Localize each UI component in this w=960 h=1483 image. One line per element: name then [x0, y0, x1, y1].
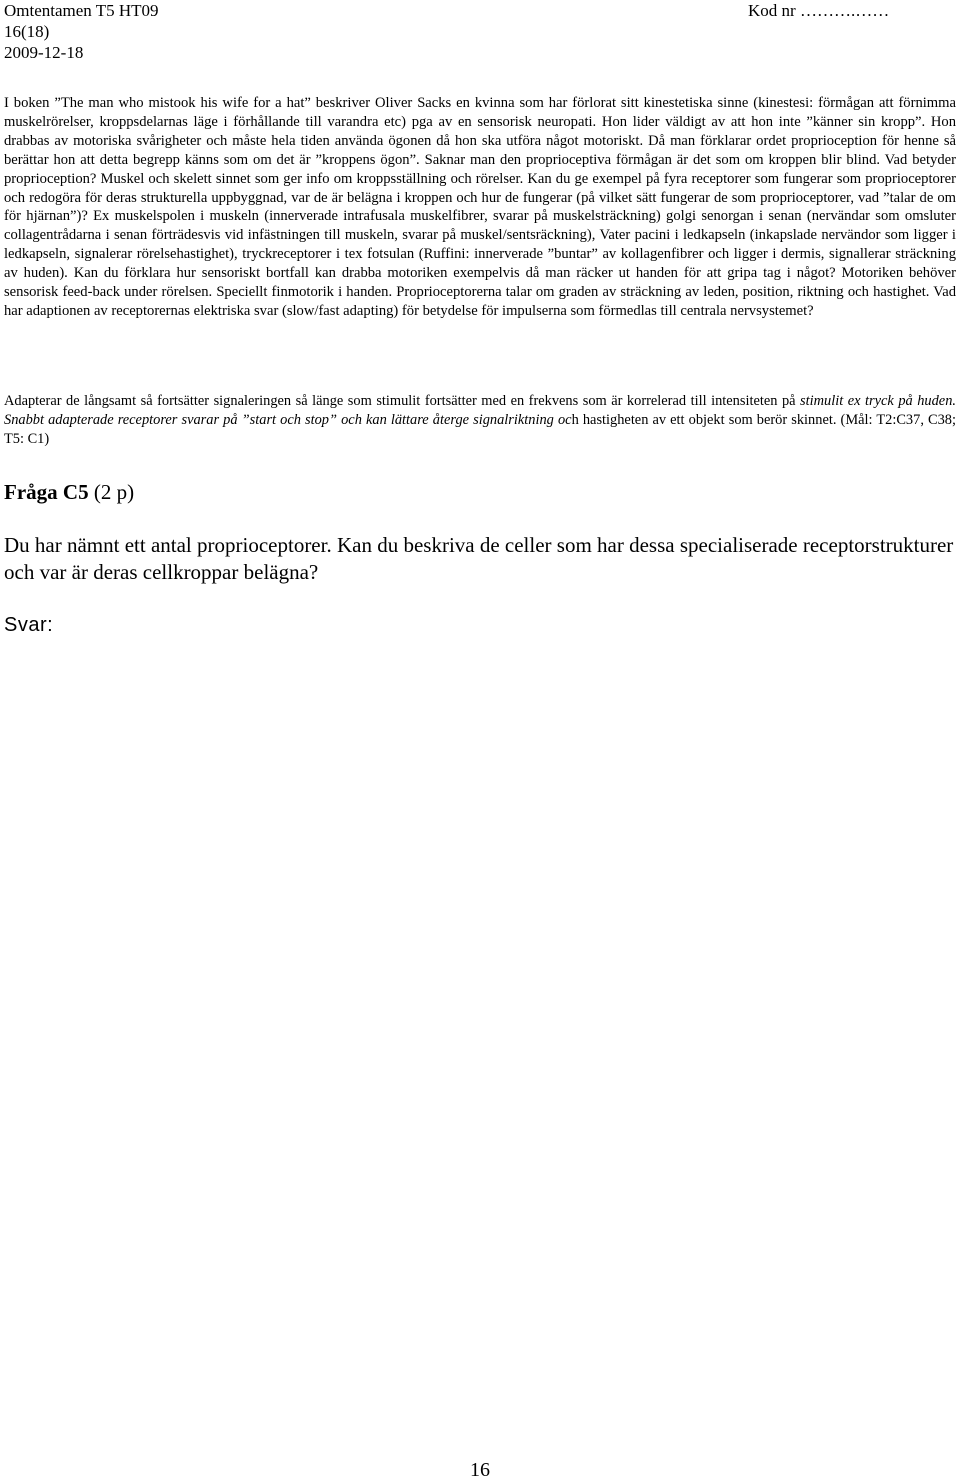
answer-paragraph-part1: Adapterar de långsamt så fortsätter signaleringen så länge som stimulit fortsätter med en frekvens som är korrelerad till intensiteten på	[4, 393, 801, 409]
answer-paragraph-part2: h hastigheten av ett objekt som berör skinnet. (Mål: T2:C37, C38; T5: C1)	[4, 412, 956, 447]
question-text: Du har nämnt ett antal proprioceptorer. Kan du beskriva de celler som har dessa specialiserade receptorstrukturer och var är deras cellkroppar belägna?	[4, 533, 954, 584]
answer-label: Svar:	[4, 614, 54, 636]
answer-paragraph-italic: stimulit ex tryck på huden. Snabbt adapterade receptorer svarar på ”start och stop” och kan lättare återge signalriktning oc	[4, 393, 956, 428]
header-left-block	[4, 0, 159, 63]
answer-paragraph	[4, 392, 956, 449]
question-points: (2 p)	[88, 480, 135, 504]
page-count: 16(18)	[4, 22, 50, 41]
question-label: Fråga C5	[4, 480, 89, 504]
course-title: Omtentamen T5 HT09	[4, 1, 159, 20]
exam-date: 2009-12-18	[4, 43, 84, 62]
question-heading	[4, 479, 134, 505]
context-paragraph: I boken ”The man who mistook his wife for a hat” beskriver Oliver Sacks en kvinna som har förlorat sitt kinestetiska sinne (kinestesi: förmågan att förnimma muskelrörelser, kroppsdelarnas läge i förhållande till varandra etc) pga av en sensorisk neuropati. Hon lider väldigt av att hon inte ”känner sin kropp”. Hon drabbas av motoriska svårigheter och måste hela tiden använda ögonen då hon ska utföra något motoriskt. Då man förklarar ordet proprioception för henne så berättar hon att detta begrepp känns som om det är ”kroppens ögon”. Saknar man den proprioceptiva förmågan är det som om kroppen blir blind. Vad betyder proprioception? Muskel och skelett sinnet som ger info om kroppsställning och rörelser. Kan du ge exempel på fyra receptorer som fungerar som proprioceptorer och redogöra för deras strukturella uppbyggnad, var de är belägna i kroppen och hur de fungerar (på vilket sätt fungerar de som proprioceptorer, vad ”talar de om för hjärnan”)? Ex muskelspolen i muskeln (innerverade intrafusala muskelfibrer, svarar på muskelsträckning) golgi senorgan i senan (nervändar som omsluter collagentrådarna i senan förträdesvis vid infästningen till muskeln, svarar på muskel/sentsräckning), Vater pacini i ledkapseln (inkapslade nervändor som ligger i ledkapseln, signalerar rörelsehastighet), tryckreceptorer i tex fotsulan (Ruffini: innerverade ”buntar” av kollagenfibrer och ligger i dermis, signallerar sträckning av huden). Kan du förklara hur sensoriskt bortfall kan drabba motoriken exempelvis då man räcker ut handen för att gripa tag i något? Motoriken behöver sensorisk feed-back under rörelsen. Speciellt finmotorik i handen. Proprioceptorerna talar om graden av sträckning av leden, position, riktning och hastighet. Vad har adaptionen av receptorernas elektriska svar (slow/fast adapting) för betydelse för impulserna som förmedlas till centrala nervsystemet?	[4, 95, 956, 319]
page-number: 16	[470, 1459, 490, 1481]
kod-field: Kod nr ……….……	[748, 1, 890, 20]
